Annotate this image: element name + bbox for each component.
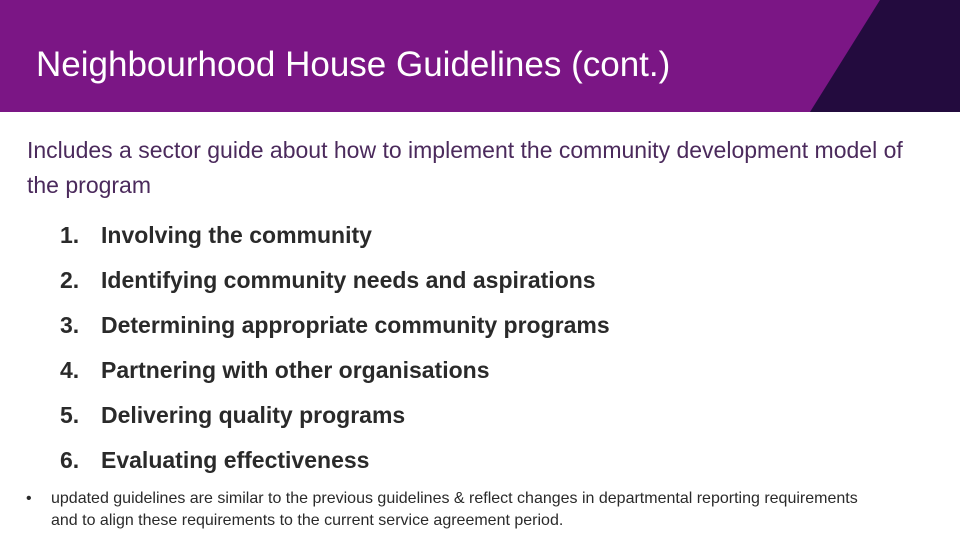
step-text: Partnering with other organisations [101, 357, 490, 383]
step-item [60, 348, 610, 393]
step-text: Identifying community needs and aspirations [101, 267, 596, 293]
step-text: Involving the community [101, 222, 372, 248]
steps-list [60, 213, 610, 483]
slide-title: Neighbourhood House Guidelines (cont.) [36, 45, 671, 84]
step-text: Determining appropriate community programs [101, 312, 610, 338]
bullet-icon: • [26, 490, 32, 507]
step-item [60, 303, 610, 348]
step-number: 3. [60, 312, 80, 338]
step-number: 1. [60, 222, 80, 248]
step-item [60, 213, 610, 258]
step-number: 5. [60, 402, 80, 428]
step-number: 4. [60, 357, 80, 383]
note-bullet-item [26, 488, 906, 532]
step-number: 6. [60, 447, 80, 473]
step-item [60, 393, 610, 438]
intro-text: Includes a sector guide about how to implement the community development model of the program [27, 137, 903, 198]
step-text: Evaluating effectiveness [101, 447, 370, 473]
header-band [0, 0, 960, 112]
step-item [60, 258, 610, 303]
step-number: 2. [60, 267, 80, 293]
step-text: Delivering quality programs [101, 402, 406, 428]
note-text: updated guidelines are similar to the previous guidelines & reflect changes in departmental reporting requirements and to align these requirements to the current service agreement period. [51, 490, 858, 529]
step-item [60, 438, 610, 483]
